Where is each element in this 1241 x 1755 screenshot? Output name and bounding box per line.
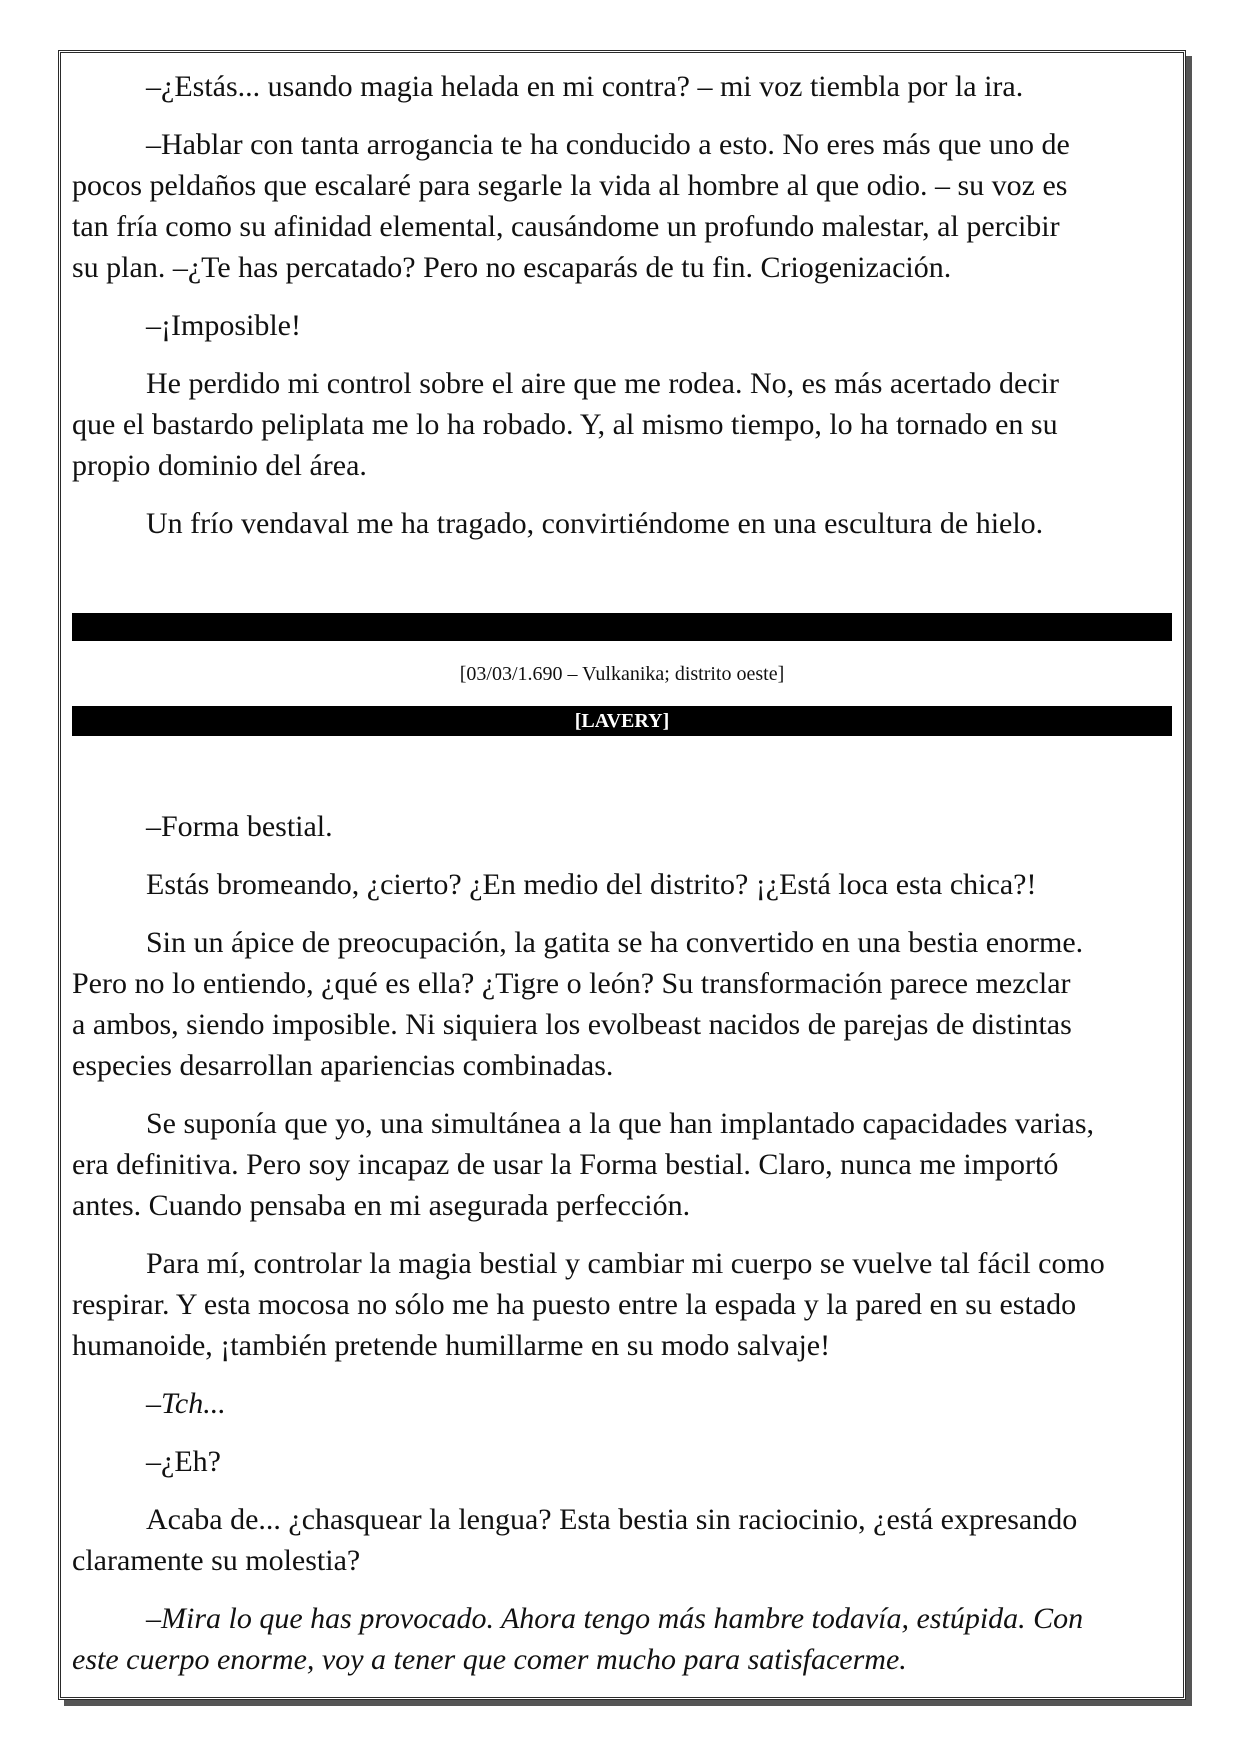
paragraph: Un frío vendaval me ha tragado, convirtiéndome en una escultura de hielo.	[146, 507, 1044, 540]
paragraph: Acaba de... ¿chasquear la lengua? Esta bestia sin raciocinio, ¿está expresando claramente su molestia?	[72, 1503, 1078, 1577]
paragraph: –¿Estás... usando magia helada en mi contra? – mi voz tiembla por la ira.	[146, 70, 1024, 103]
paragraph: –¿Eh?	[146, 1445, 221, 1478]
scene-separator-bar	[72, 613, 1172, 641]
text-section-a	[72, 66, 1174, 561]
scene-pov-header: [LAVERY]	[72, 706, 1172, 736]
paragraph: –Tch...	[146, 1387, 226, 1420]
paragraph: –¡Imposible!	[146, 309, 301, 342]
text-section-b	[72, 806, 1174, 1697]
paragraph: –Mira lo que has provocado. Ahora tengo más hambre todavía, estúpida. Con este cuerpo enorme, voy a tener que comer mucho para satisfacerme.	[72, 1602, 1084, 1676]
paragraph: –Hablar con tanta arrogancia te ha conducido a esto. No eres más que uno de pocos peldaños que escalaré para segarle la vida al hombre al que odio. – su voz es tan fría como su afinidad elemental, causándome un profundo malestar, al percibir su plan. –¿Te has percatado? Pero no escaparás de tu fin. Criogenización.	[72, 128, 1070, 284]
paragraph: He perdido mi control sobre el aire que me rodea. No, es más acertado decir que el bastardo peliplata me lo ha robado. Y, al mismo tiempo, lo ha tornado en su propio dominio del área.	[72, 367, 1059, 482]
paragraph: –Forma bestial.	[146, 810, 333, 843]
paragraph: Estás bromeando, ¿cierto? ¿En medio del distrito? ¡¿Está loca esta chica?!	[146, 868, 1037, 901]
paragraph: Sin un ápice de preocupación, la gatita se ha convertido en una bestia enorme. Pero no lo entiendo, ¿qué es ella? ¿Tigre o león? Su transformación parece mezclar a ambos, siendo imposible. Ni siquiera los evolbeast nacidos de parejas de distintas especies desarrollan apariencias combinadas.	[72, 926, 1084, 1082]
paragraph: Para mí, controlar la magia bestial y cambiar mi cuerpo se vuelve tal fácil como respirar. Y esta mocosa no sólo me ha puesto entre la espada y la pared en su estado humanoide, ¡también pretende humillarme en su modo salvaje!	[72, 1247, 1105, 1362]
paragraph: Se suponía que yo, una simultánea a la que han implantado capacidades varias, era definitiva. Pero soy incapaz de usar la Forma bestial. Claro, nunca me importó antes. Cuando pensaba en mi asegurada perfección.	[72, 1107, 1095, 1222]
scene-date-location: [03/03/1.690 – Vulkanika; distrito oeste]	[459, 663, 785, 685]
